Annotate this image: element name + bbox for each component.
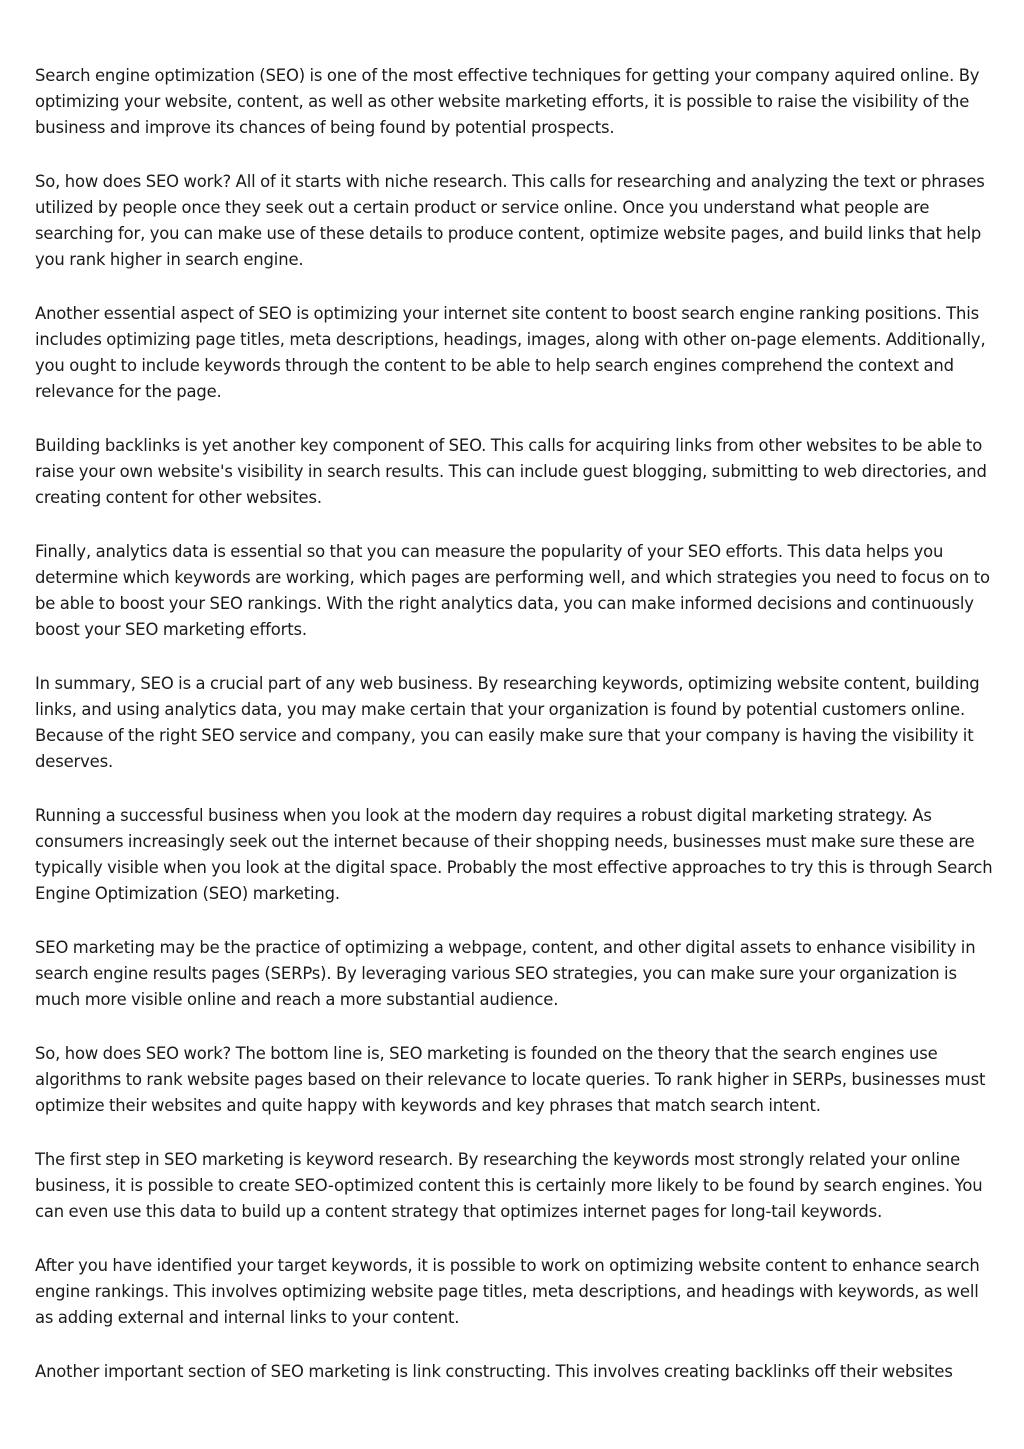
paragraph-1: Search engine optimization (SEO) is one of the most effective techniques for getting your company aquired online. By optimizing your website, content, as well as other website marketing efforts, it is possible to raise the visibility of the business and improve its chances of being found by potential prospects. xyxy=(35,66,980,137)
paragraph-4: Building backlinks is yet another key component of SEO. This calls for acquiring links from other websites to be able to raise your own website's visibility in search results. This can include guest blogging, submitting to web directories, and creating content for other websites. xyxy=(35,436,987,507)
paragraph-10: The first step in SEO marketing is keyword research. By researching the keywords most strongly related your online business, it is possible to create SEO-optimized content this is certainly more likely to be found by search engines. You can even use this data to build up a content strategy that optimizes internet pages for long-tail keywords. xyxy=(35,1150,983,1221)
paragraph-8: SEO marketing may be the practice of optimizing a webpage, content, and other digital assets to enhance visibility in search engine results pages (SERPs). By leveraging various SEO strategies, you can make sure your organization is much more visible online and reach a more substantial audience. xyxy=(35,938,976,1009)
document-body xyxy=(35,63,995,1413)
paragraph-7: Running a successful business when you look at the modern day requires a robust digital marketing strategy. As consumers increasingly seek out the internet because of their shopping needs, businesses must make sure these are typically visible when you look at the digital space. Probably the most effective approaches to try this is through Search Engine Optimization (SEO) marketing. xyxy=(35,806,993,903)
paragraph-5: Finally, analytics data is essential so that you can measure the popularity of your SEO efforts. This data helps you determine which keywords are working, which pages are performing well, and which strategies you need to focus on to be able to boost your SEO rankings. With the right analytics data, you can make informed decisions and continuously boost your SEO marketing efforts. xyxy=(35,542,990,639)
paragraph-11: After you have identified your target keywords, it is possible to work on optimizing website content to enhance search engine rankings. This involves optimizing website page titles, meta descriptions, and headings with keywords, as well as adding external and internal links to your content. xyxy=(35,1256,980,1327)
paragraph-9: So, how does SEO work? The bottom line is, SEO marketing is founded on the theory that the search engines use algorithms to rank website pages based on their relevance to locate queries. To rank higher in SERPs, businesses must optimize their websites and quite happy with keywords and key phrases that match search intent. xyxy=(35,1044,986,1115)
paragraph-3: Another essential aspect of SEO is optimizing your internet site content to boost search engine ranking positions. This includes optimizing page titles, meta descriptions, headings, images, along with other on-page elements. Additionally, you ought to include keywords through the content to be able to help search engines comprehend the context and relevance for the page. xyxy=(35,304,986,401)
paragraph-6: In summary, SEO is a crucial part of any web business. By researching keywords, optimizing website content, building links, and using analytics data, you may make certain that your organization is found by potential customers online. Because of the right SEO service and company, you can easily make sure that your company is having the visibility it deserves. xyxy=(35,674,980,771)
paragraph-2: So, how does SEO work? All of it starts with niche research. This calls for researching and analyzing the text or phrases utilized by people once they seek out a certain product or service online. Once you understand what people are searching for, you can make use of these details to produce content, optimize website pages, and build links that help you rank higher in search engine. xyxy=(35,172,985,269)
paragraph-12: Another important section of SEO marketing is link constructing. This involves creating backlinks off their websites xyxy=(35,1362,953,1381)
